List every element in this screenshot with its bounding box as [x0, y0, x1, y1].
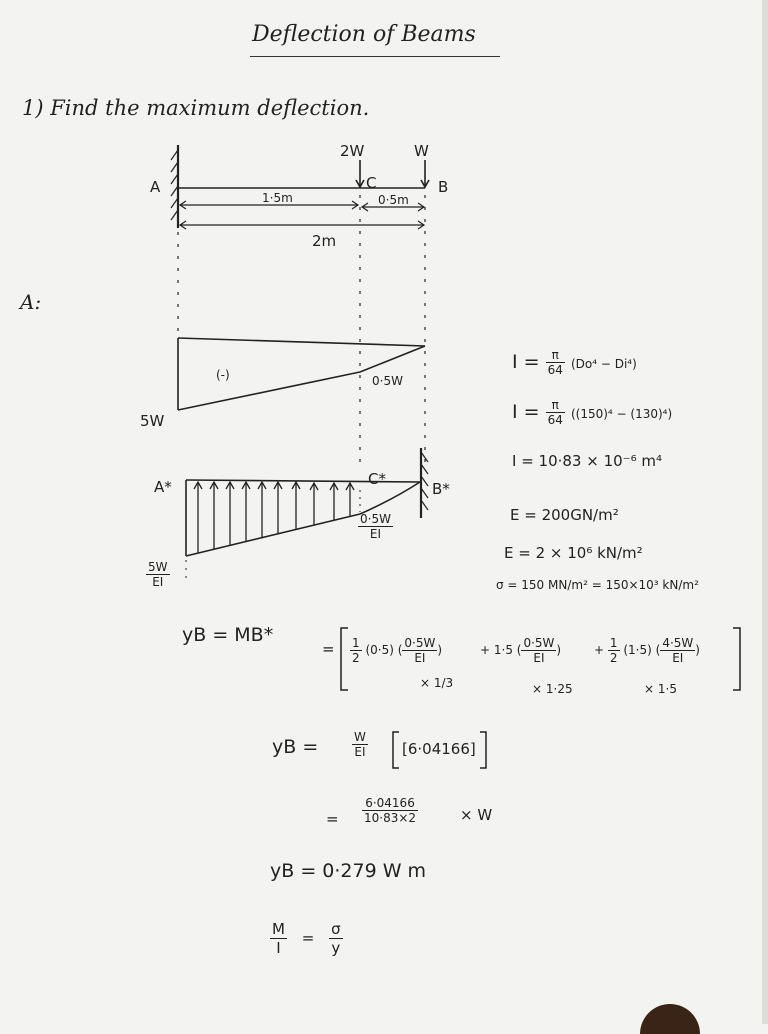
step2-value: [6·04166]	[402, 740, 476, 758]
conjugate-label-b: B*	[432, 480, 450, 498]
step2-fraction: $\frac{W}{EI}$	[354, 730, 366, 759]
bmd-value-c: 0·5W	[372, 374, 403, 388]
conjugate-label-a: A*	[154, 478, 172, 496]
step2-lhs: yB =	[272, 736, 319, 758]
beam-label-a: A	[150, 178, 161, 196]
conjugate-load-a: $\frac{5W}{EI}$	[148, 560, 168, 589]
term1: $\frac{1}{2}$ (0·5) ( $\frac{0\cdot 5W}{EI}$ )	[352, 636, 443, 665]
deflection-result: yB = 0·279 W m	[270, 860, 427, 882]
bending-equation: $\frac{M}{I}$ = $\frac{\sigma}{y}$	[272, 920, 341, 957]
conjugate-load-c: $\frac{0\cdot 5W}{EI}$	[360, 512, 391, 541]
dimension-ac: 1·5m	[262, 191, 293, 205]
bmd-value-a: 5W	[140, 412, 165, 430]
moment-of-inertia-formula: I = $\frac{\pi}{64}$ (Do⁴ − Di⁴)	[512, 348, 637, 377]
elastic-modulus-kn: E = 2 × 10⁶ kN/m²	[504, 544, 643, 562]
dimension-ab: 2m	[312, 232, 337, 250]
step3-multiplier: × W	[460, 806, 493, 824]
multiplier-2: × 1·25	[532, 682, 573, 696]
step3-fraction: $\frac{6\cdot 04166}{10\cdot 83\times 2}$	[364, 796, 417, 825]
multiplier-3: × 1·5	[644, 682, 677, 696]
moment-of-inertia-value: I = 10·83 × 10⁻⁶ m⁴	[512, 452, 662, 470]
stress-value: σ = 150 MN/m² = 150×10³ kN/m²	[496, 578, 699, 592]
beam-label-c: C	[366, 174, 377, 192]
load-label-c: 2W	[340, 142, 365, 160]
term2: + 1·5 ( $\frac{0\cdot 5W}{EI}$ )	[480, 636, 562, 665]
step3-equals: =	[326, 810, 339, 828]
beam-label-b: B	[438, 178, 449, 196]
yb-lhs: yB = MB*	[182, 624, 274, 646]
conjugate-label-c: C*	[368, 470, 386, 488]
moment-of-inertia-substitution: I = $\frac{\pi}{64}$ ((150)⁴ − (130)⁴)	[512, 398, 673, 427]
question-text: 1) Find the maximum deflection.	[22, 96, 370, 120]
yb-equals: =	[322, 640, 335, 658]
page-title: Deflection of Beams	[252, 22, 476, 47]
multiplier-1: × 1/3	[420, 676, 454, 690]
elastic-modulus-gn: E = 200GN/m²	[510, 506, 619, 524]
term3: + $\frac{1}{2}$ (1·5) ( $\frac{4\cdot 5W}{EI}$ )	[594, 636, 700, 665]
bmd-sign: (-)	[216, 368, 230, 382]
dimension-cb: 0·5m	[378, 193, 409, 207]
load-label-b: W	[414, 142, 429, 160]
answer-label: A:	[20, 290, 42, 314]
